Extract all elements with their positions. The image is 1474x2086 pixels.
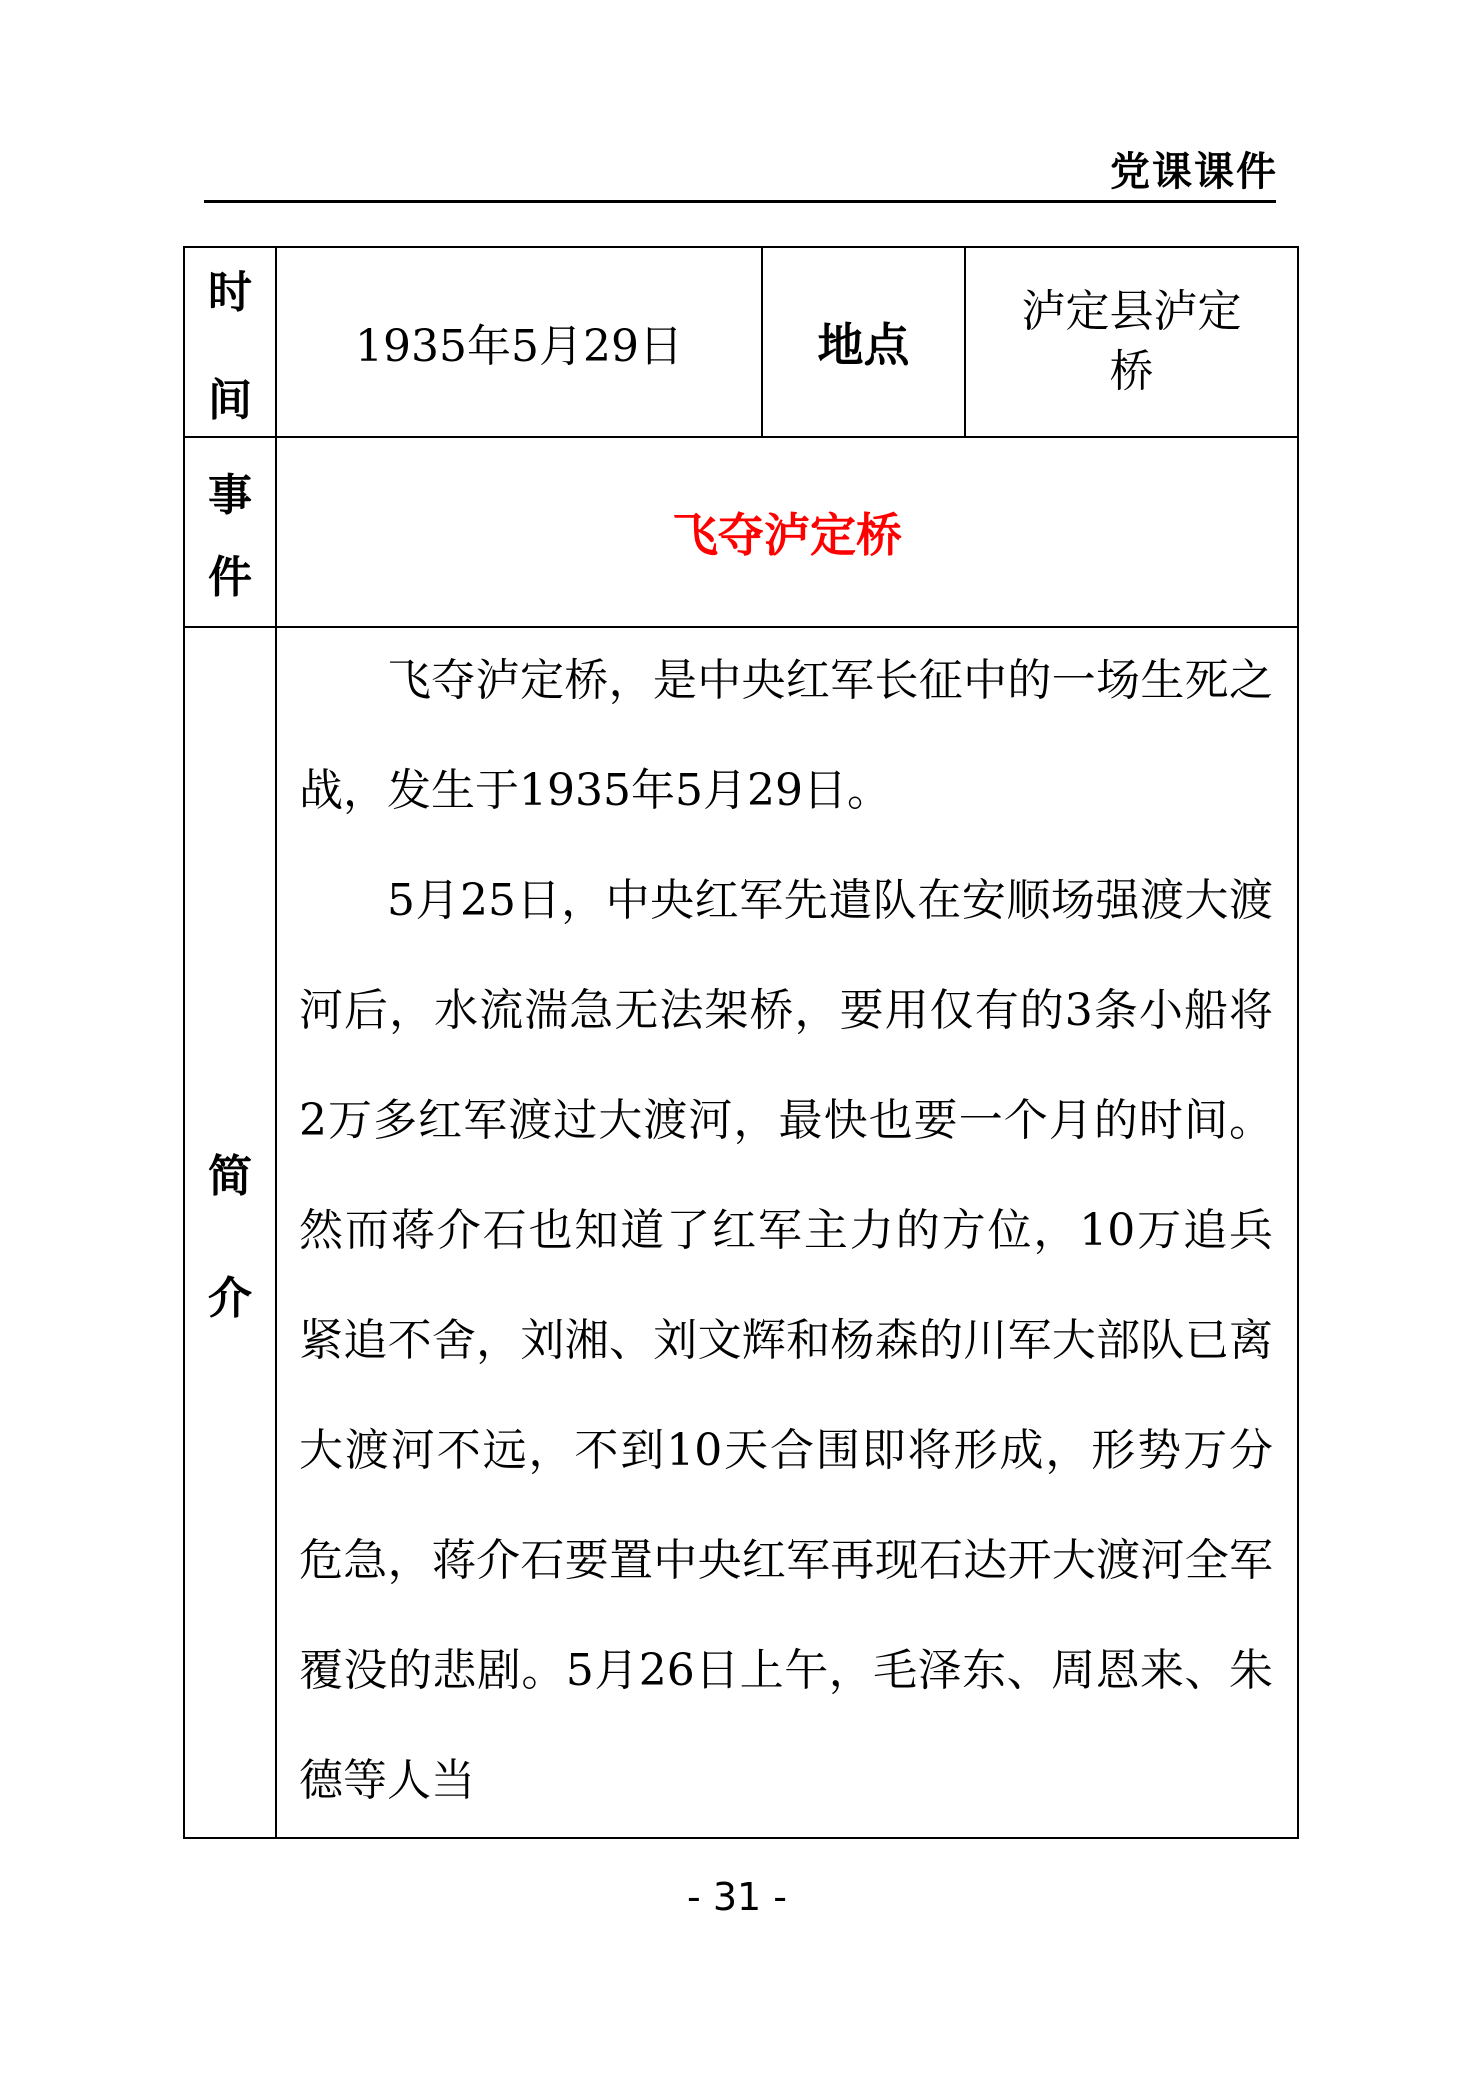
intro-label-char: 介	[208, 1272, 252, 1324]
document-header-title: 党课课件	[1110, 149, 1278, 195]
event-label-char: 事	[208, 470, 252, 521]
event-title: 飞夺泸定桥	[276, 437, 1298, 627]
intro-paragraph: 飞夺泸定桥，是中央红军长征中的一场生死之战，发生于1935年5月29日。	[299, 655, 1273, 816]
event-label-char: 件	[208, 552, 252, 603]
event-label-cell	[184, 437, 276, 627]
intro-label-char: 简	[208, 1150, 252, 1202]
intro-text-cell	[276, 627, 1298, 1838]
time-label-char: 时	[208, 267, 252, 318]
intro-row	[184, 627, 1298, 1838]
time-label-char: 间	[208, 375, 252, 426]
intro-label-cell	[184, 627, 276, 1838]
event-row	[184, 437, 1298, 627]
place-label: 地点	[762, 247, 965, 437]
date-value: 1935年5月29日	[276, 247, 762, 437]
event-record-table	[183, 246, 1299, 1839]
page-number: - 31 -	[687, 1875, 787, 1919]
time-place-row	[184, 247, 1298, 437]
header-divider	[204, 200, 1276, 203]
intro-paragraph: 5月25日，中央红军先遣队在安顺场强渡大渡河后，水流湍急无法架桥，要用仅有的3条小船将2万多红军渡过大渡河，最快也要一个月的时间。然而蒋介石也知道了红军主力的方位，10万追兵紧追不舍，刘湘、刘文辉和杨森的川军大部队已离大渡河不远，不到10天合围即将形成，形势万分危急，蒋介石要置中央红军再现石达开大渡河全军覆没的悲剧。5月26日上午，毛泽东、周恩来、朱德等人当	[299, 875, 1273, 1806]
time-label-cell	[184, 247, 276, 437]
place-value-text: 泸定县泸定桥	[1021, 286, 1242, 397]
place-value	[965, 247, 1298, 437]
